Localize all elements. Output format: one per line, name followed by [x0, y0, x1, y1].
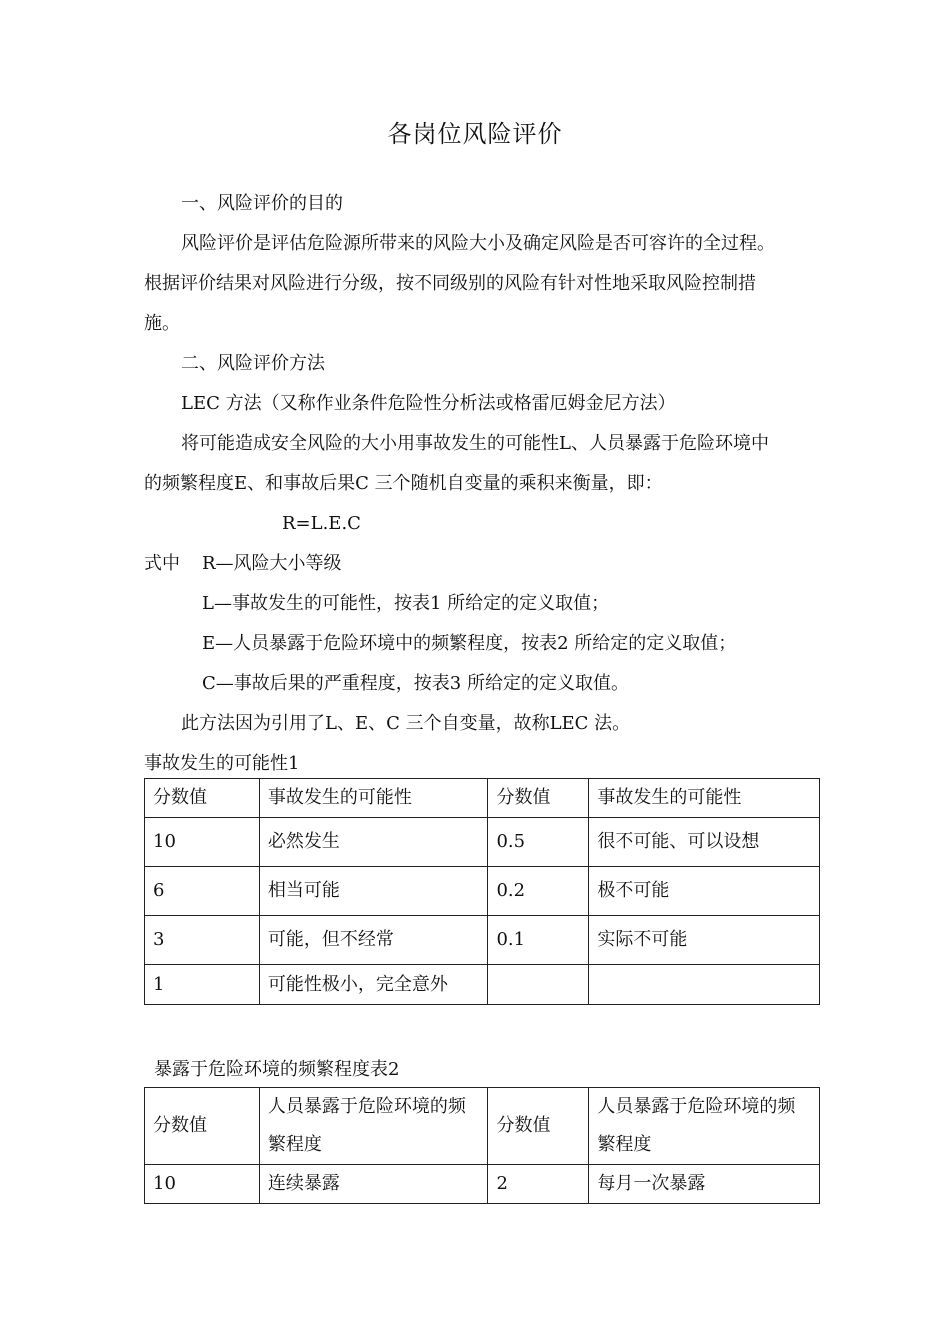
lec-description-line2: 的频繁程度E、和事故后果C 三个随机自变量的乘积来衡量，即：	[144, 473, 663, 494]
section1-paragraph-line1: 风险评价是评估危险源所带来的风险大小及确定风险是否可容许的全过程。	[181, 233, 775, 254]
table-cell: 每月一次暴露	[589, 1165, 820, 1204]
table-header-row	[145, 1088, 820, 1165]
table-cell: 10	[145, 1165, 260, 1204]
header-cell: 分数值	[488, 779, 589, 818]
table-row	[145, 818, 820, 867]
table-cell: 相当可能	[259, 867, 488, 916]
table-cell: 必然发生	[259, 818, 488, 867]
likelihood-table	[144, 778, 820, 1005]
table-cell: 0.1	[488, 916, 589, 965]
header-cell: 事故发生的可能性	[589, 779, 820, 818]
exposure-frequency-table	[144, 1087, 820, 1204]
table-cell: 3	[145, 916, 260, 965]
definition-c: C—事故后果的严重程度，按表3 所给定的定义取值。	[202, 673, 629, 694]
table2-caption: 暴露于危险环境的频繁程度表2	[154, 1059, 400, 1080]
formula: R=L.E.C	[282, 513, 361, 534]
table-cell: 可能性极小，完全意外	[259, 965, 488, 1005]
table-cell: 实际不可能	[589, 916, 820, 965]
section1-paragraph-line2: 根据评价结果对风险进行分级，按不同级别的风险有针对性地采取风险控制措	[144, 273, 756, 294]
header-line: 人员暴露于危险环境的频	[267, 1096, 466, 1117]
table-cell: 2	[488, 1165, 589, 1204]
table-row	[145, 867, 820, 916]
definition-r: R—风险大小等级	[202, 553, 342, 574]
header-cell: 分数值	[145, 779, 260, 818]
section2-heading: 二、风险评价方法	[181, 353, 325, 374]
lec-summary: 此方法因为引用了L、E、C 三个自变量，故称LEC 法。	[181, 713, 631, 734]
header-cell-multiline	[259, 1088, 488, 1165]
table-cell: 6	[145, 867, 260, 916]
definition-e: E—人员暴露于危险环境中的频繁程度，按表2 所给定的定义取值；	[202, 633, 737, 654]
header-line: 繁程度	[267, 1134, 322, 1155]
table1-caption: 事故发生的可能性1	[144, 753, 300, 774]
lec-description-line1: 将可能造成安全风险的大小用事故发生的可能性L、人员暴露于危险环境中	[181, 433, 769, 454]
table-cell	[589, 965, 820, 1005]
table-cell: 可能，但不经常	[259, 916, 488, 965]
header-line: 繁程度	[597, 1134, 652, 1155]
table-header-row	[145, 779, 820, 818]
header-line: 人员暴露于危险环境的频	[597, 1096, 796, 1117]
section1-paragraph-line3: 施。	[144, 313, 180, 334]
where-label: 式中	[144, 553, 180, 574]
table-row	[145, 916, 820, 965]
section1-heading: 一、风险评价的目的	[181, 193, 343, 214]
table-cell: 极不可能	[589, 867, 820, 916]
definition-l: L—事故发生的可能性，按表1 所给定的定义取值；	[202, 593, 610, 614]
table-cell: 10	[145, 818, 260, 867]
header-cell-multiline	[589, 1088, 820, 1165]
table-cell	[488, 965, 589, 1005]
table-cell: 0.2	[488, 867, 589, 916]
lec-method-name: LEC 方法（又称作业条件危险性分析法或格雷厄姆金尼方法）	[181, 393, 676, 414]
table-row	[145, 965, 820, 1005]
page-title: 各岗位风险评价	[387, 120, 563, 148]
table-cell: 0.5	[488, 818, 589, 867]
header-cell: 分数值	[145, 1088, 260, 1165]
table-cell: 很不可能、可以设想	[589, 818, 820, 867]
table-row	[145, 1165, 820, 1204]
header-cell: 事故发生的可能性	[259, 779, 488, 818]
table-cell: 连续暴露	[259, 1165, 488, 1204]
table-cell: 1	[145, 965, 260, 1005]
header-cell: 分数值	[488, 1088, 589, 1165]
